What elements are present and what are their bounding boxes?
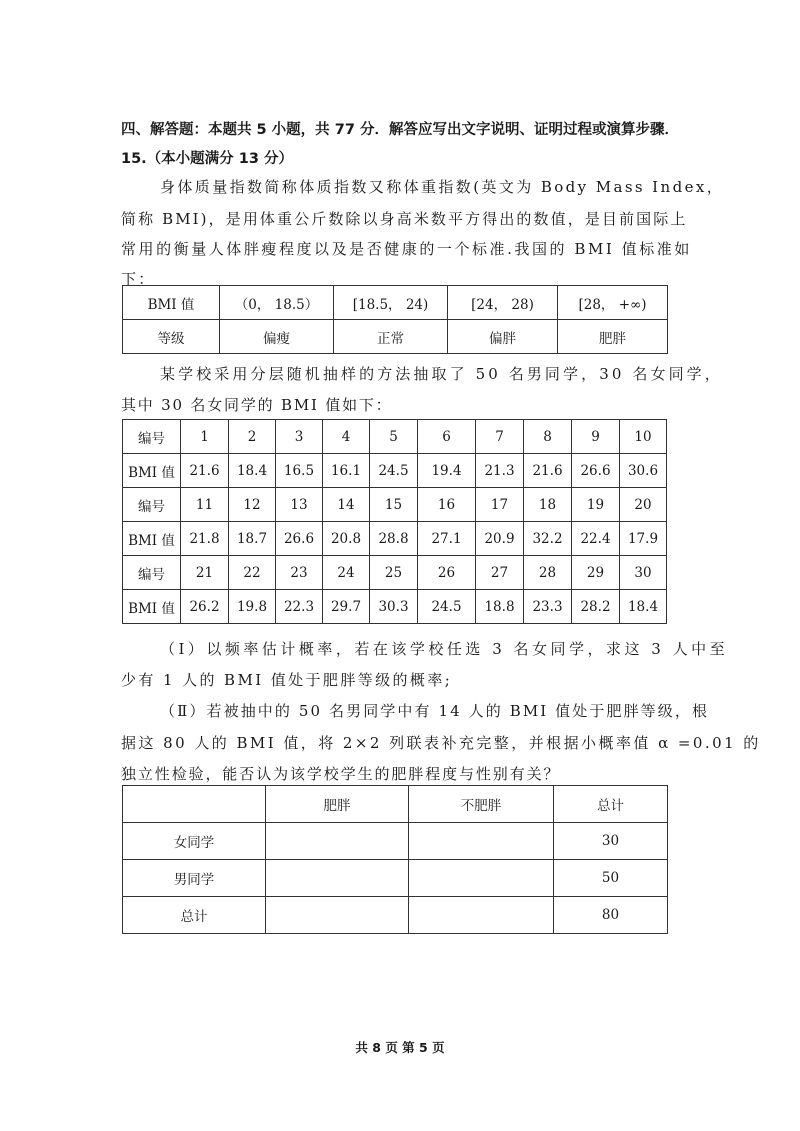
header-cell: 不肥胖 (409, 786, 554, 823)
row-label: 总计 (123, 897, 266, 934)
table-row (123, 897, 668, 934)
bmi-cell: 19.4 (418, 454, 476, 488)
not-obese-cell (409, 897, 554, 934)
part2-line: 据这 80 人的 BMI 值，将 2×2 列联表补充完整，并根据小概率值 α =0.01 的 (121, 734, 761, 752)
page-footer: 共 8 页 第 5 页 (355, 1040, 445, 1055)
id-cell: 3 (276, 420, 323, 454)
id-cell: 9 (572, 420, 620, 454)
bmi-row-label: BMI 值 (123, 522, 181, 556)
intro-line: 常用的衡量人体胖瘦程度以及是否健康的一个标准.我国的 BMI 值标准如 (121, 240, 692, 258)
bmi-cell: 32.2 (524, 522, 572, 556)
total-cell: 30 (554, 823, 668, 860)
grade-cell: 肥胖 (558, 320, 668, 354)
row-label-bmi: BMI 值 (123, 286, 220, 320)
bmi-cell: 20.8 (323, 522, 370, 556)
id-cell: 12 (229, 488, 276, 522)
id-cell: 10 (620, 420, 667, 454)
part1-line: 少有 1 人的 BMI 值处于肥胖等级的概率; (121, 671, 453, 689)
id-cell: 17 (476, 488, 524, 522)
intro-line: 简称 BMI)，是用体重公斤数除以身高米数平方得出的数值，是目前国际上 (121, 210, 688, 228)
total-cell: 50 (554, 860, 668, 897)
id-cell: 22 (229, 556, 276, 590)
bmi-row (123, 454, 667, 488)
row-label: 男同学 (123, 860, 266, 897)
table-row (123, 860, 668, 897)
bmi-cell: 30.6 (620, 454, 667, 488)
bmi-cell: 27.1 (418, 522, 476, 556)
bmi-cell: 26.6 (572, 454, 620, 488)
bmi-cell: 22.4 (572, 522, 620, 556)
obese-cell (266, 897, 409, 934)
range-cell: [24， 28) (448, 286, 558, 320)
id-row-label: 编号 (123, 420, 181, 454)
bmi-cell: 23.3 (524, 590, 572, 624)
id-cell: 29 (572, 556, 620, 590)
id-row (123, 556, 667, 590)
sampling-line: 某学校采用分层随机抽样的方法抽取了 50 名男同学，30 名女同学， (160, 365, 723, 383)
id-row-label: 编号 (123, 556, 181, 590)
bmi-cell: 26.2 (181, 590, 229, 624)
bmi-row (123, 590, 667, 624)
id-cell: 26 (418, 556, 476, 590)
header-cell: 总计 (554, 786, 668, 823)
grade-cell: 正常 (334, 320, 448, 354)
bmi-cell: 16.5 (276, 454, 323, 488)
id-cell: 18 (524, 488, 572, 522)
sampling-line: 其中 30 名女同学的 BMI 值如下： (121, 396, 393, 414)
id-cell: 23 (276, 556, 323, 590)
bmi-cell: 18.4 (620, 590, 667, 624)
bmi-standard-table (122, 285, 668, 354)
id-cell: 21 (181, 556, 229, 590)
bmi-cell: 16.1 (323, 454, 370, 488)
id-cell: 1 (181, 420, 229, 454)
bmi-cell: 20.9 (476, 522, 524, 556)
table-row (123, 286, 668, 320)
id-cell: 8 (524, 420, 572, 454)
part2-line: （Ⅱ）若被抽中的 50 名男同学中有 14 人的 BMI 值处于肥胖等级，根 (160, 702, 710, 720)
id-cell: 11 (181, 488, 229, 522)
bmi-cell: 21.6 (524, 454, 572, 488)
bmi-cell: 28.8 (370, 522, 418, 556)
bmi-cell: 18.4 (229, 454, 276, 488)
id-cell: 14 (323, 488, 370, 522)
table-row (123, 320, 668, 354)
bmi-row-label: BMI 值 (123, 590, 181, 624)
id-cell: 2 (229, 420, 276, 454)
bmi-cell: 30.3 (370, 590, 418, 624)
bmi-cell: 17.9 (620, 522, 667, 556)
question-heading: 15.（本小题满分 13 分） (121, 151, 293, 167)
intro-line: 下： (121, 270, 156, 288)
table-row (123, 823, 668, 860)
grade-cell: 偏瘦 (220, 320, 334, 354)
id-cell: 24 (323, 556, 370, 590)
intro-line: 身体质量指数简称体质指数又称体重指数(英文为 Body Mass Index， (160, 178, 725, 196)
bmi-cell: 26.6 (276, 522, 323, 556)
range-cell: [18.5， 24) (334, 286, 448, 320)
obese-cell (266, 823, 409, 860)
range-cell: [28， +∞) (558, 286, 668, 320)
id-row-label: 编号 (123, 488, 181, 522)
bmi-cell: 24.5 (370, 454, 418, 488)
row-label-grade: 等级 (123, 320, 220, 354)
id-cell: 13 (276, 488, 323, 522)
bmi-cell: 18.8 (476, 590, 524, 624)
range-cell: （0， 18.5） (220, 286, 334, 320)
table-header-row (123, 786, 668, 823)
bmi-cell: 21.6 (181, 454, 229, 488)
id-row (123, 420, 667, 454)
header-cell: 肥胖 (266, 786, 409, 823)
not-obese-cell (409, 860, 554, 897)
section-heading: 四、解答题：本题共 5 小题，共 77 分．解答应写出文字说明、证明过程或演算步骤． (121, 122, 679, 138)
bmi-cell: 19.8 (229, 590, 276, 624)
id-cell: 7 (476, 420, 524, 454)
female-bmi-table (122, 419, 667, 624)
total-cell: 80 (554, 897, 668, 934)
header-cell (123, 786, 266, 823)
id-cell: 28 (524, 556, 572, 590)
id-cell: 25 (370, 556, 418, 590)
id-cell: 6 (418, 420, 476, 454)
not-obese-cell (409, 823, 554, 860)
bmi-cell: 21.8 (181, 522, 229, 556)
bmi-row (123, 522, 667, 556)
id-cell: 27 (476, 556, 524, 590)
id-cell: 5 (370, 420, 418, 454)
row-label: 女同学 (123, 823, 266, 860)
grade-cell: 偏胖 (448, 320, 558, 354)
bmi-row-label: BMI 值 (123, 454, 181, 488)
bmi-cell: 28.2 (572, 590, 620, 624)
id-cell: 16 (418, 488, 476, 522)
female-bmi-body (123, 420, 667, 624)
contingency-table (122, 785, 668, 934)
part2-line: 独立性检验，能否认为该学校学生的肥胖程度与性别有关？ (121, 765, 561, 783)
bmi-cell: 29.7 (323, 590, 370, 624)
id-cell: 4 (323, 420, 370, 454)
id-cell: 15 (370, 488, 418, 522)
bmi-cell: 22.3 (276, 590, 323, 624)
obese-cell (266, 860, 409, 897)
id-row (123, 488, 667, 522)
id-cell: 19 (572, 488, 620, 522)
bmi-cell: 21.3 (476, 454, 524, 488)
bmi-cell: 24.5 (418, 590, 476, 624)
id-cell: 20 (620, 488, 667, 522)
id-cell: 30 (620, 556, 667, 590)
bmi-cell: 18.7 (229, 522, 276, 556)
part1-line: （Ⅰ）以频率估计概率，若在该学校任选 3 名女同学，求这 3 人中至 (160, 640, 729, 658)
